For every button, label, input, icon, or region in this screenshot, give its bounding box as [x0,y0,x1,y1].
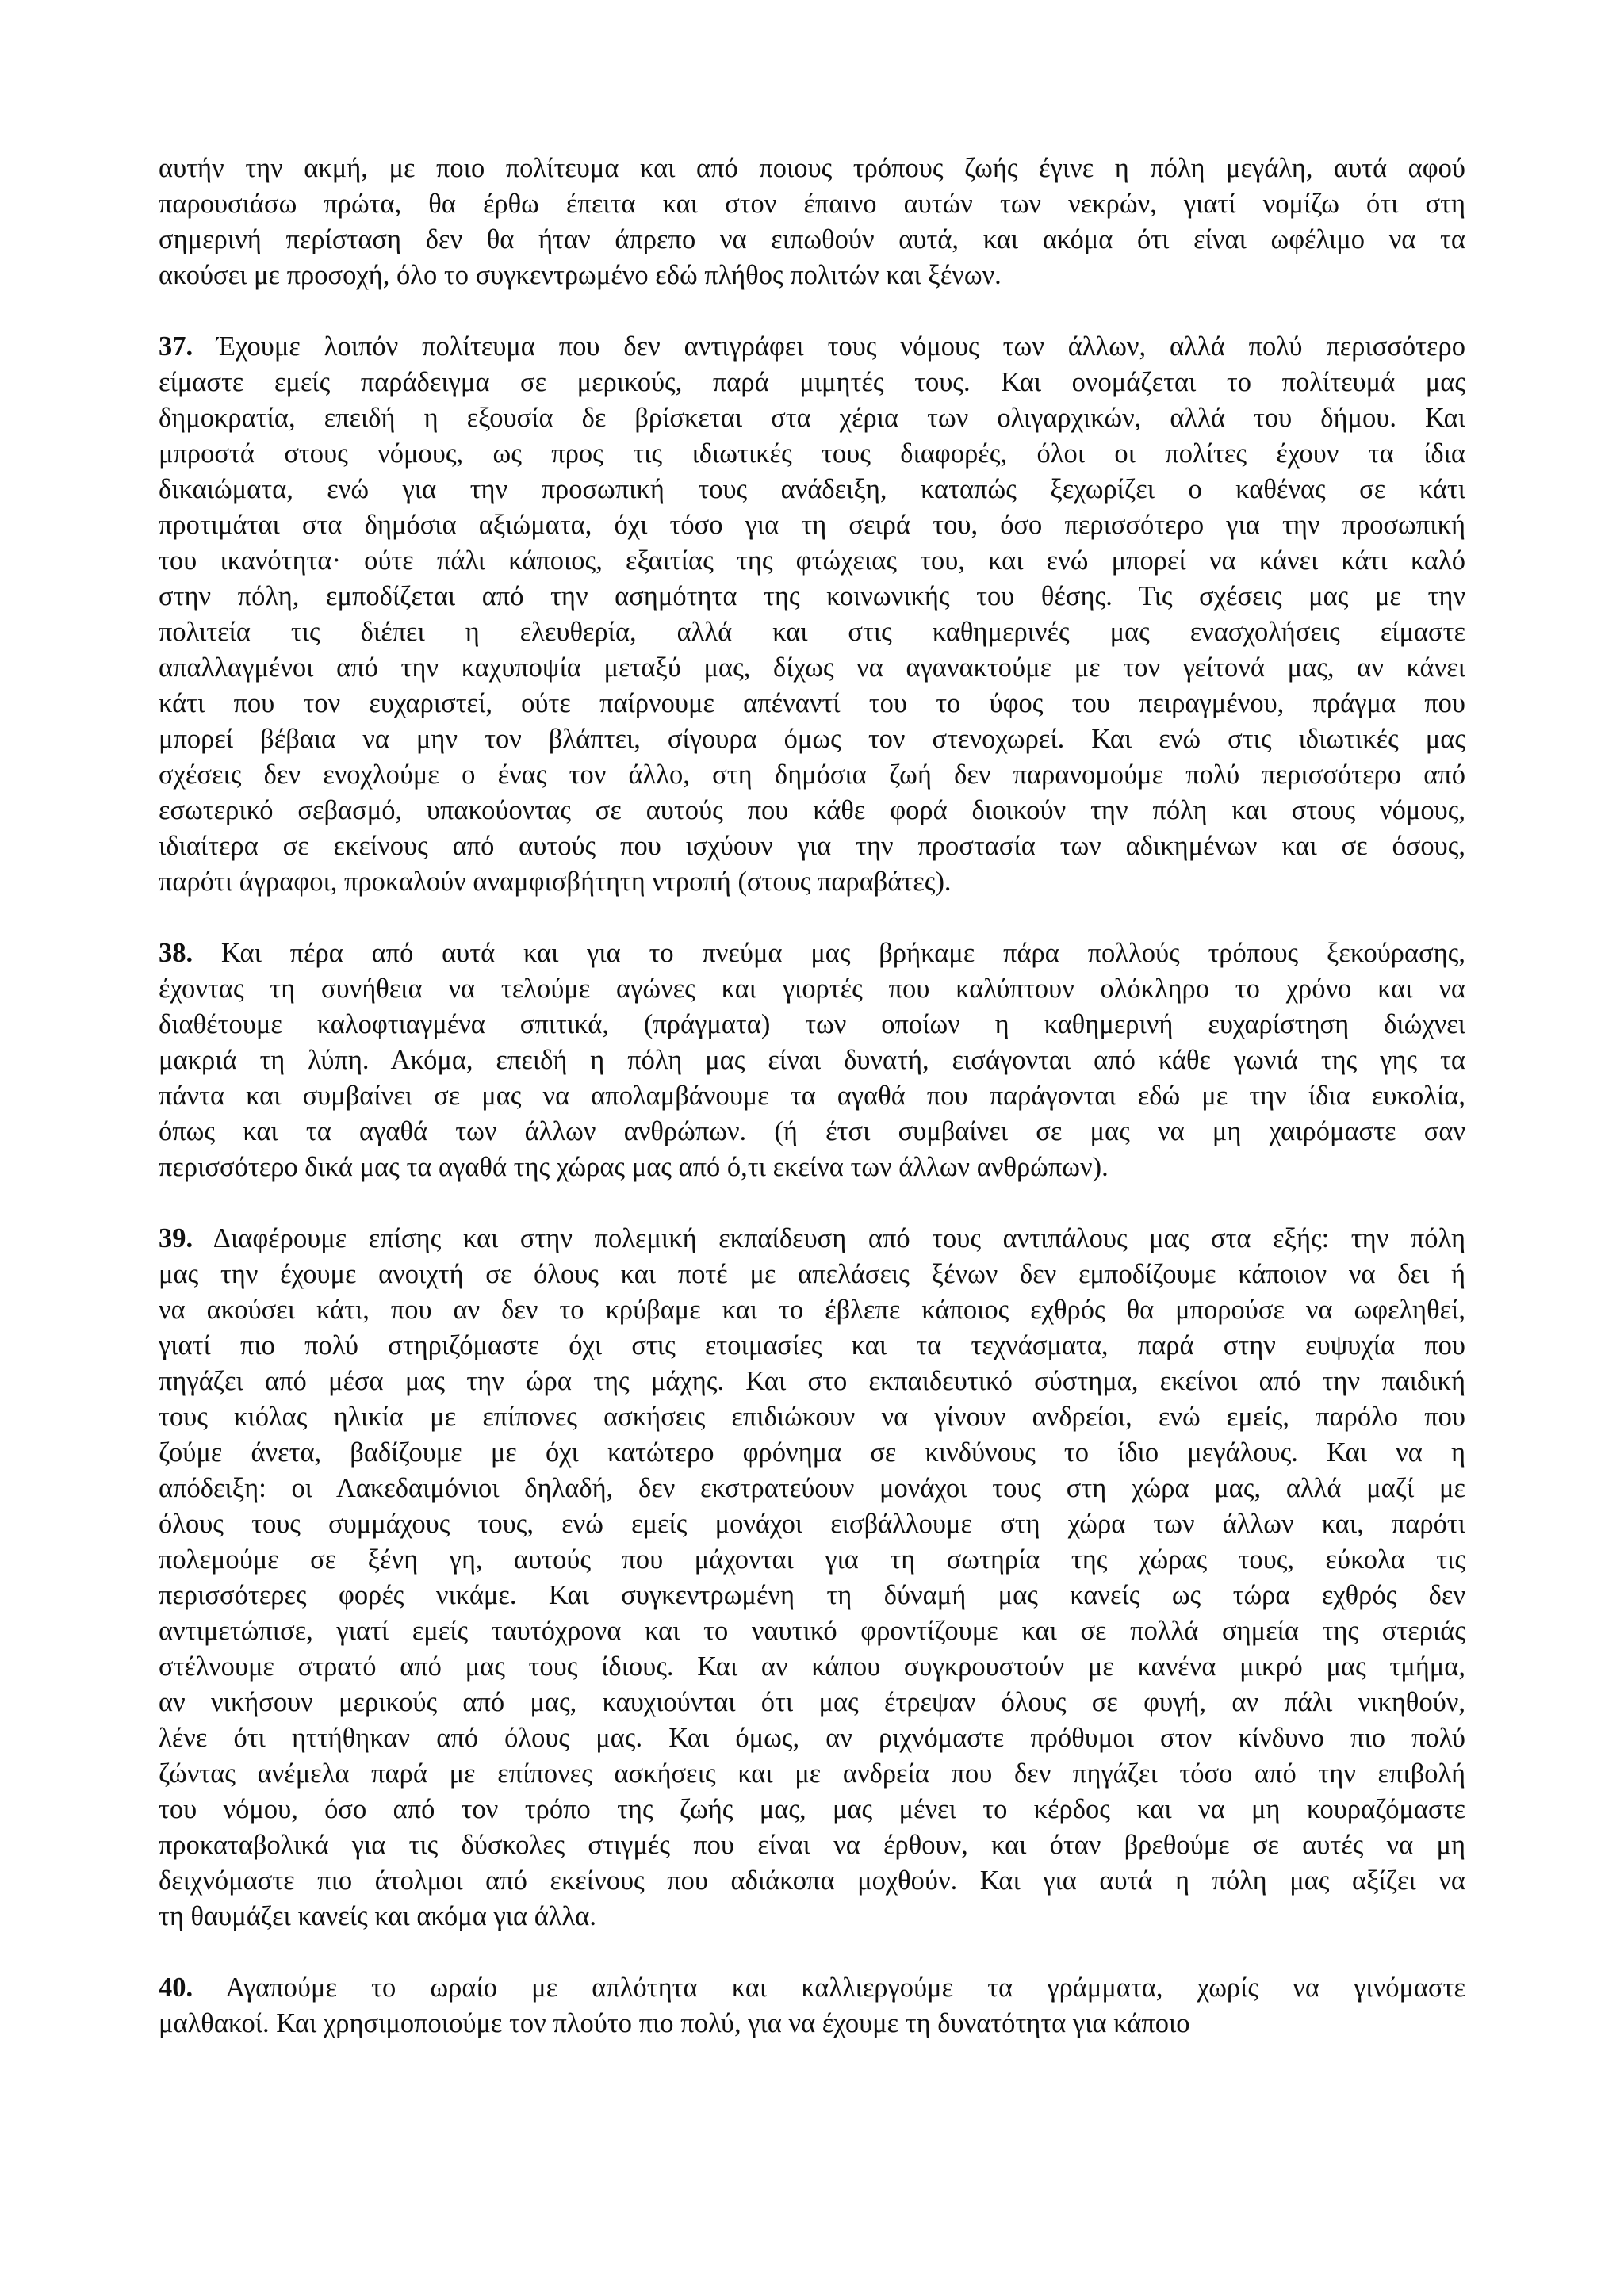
line-text: Και πέρα από αυτά και για το πνεύμα μας βρήκαμε πάρα πολλούς τρόπους ξεκούρασης, [220,938,1465,968]
line-text: τους κιόλας ηλικία με επίπονες ασκήσεις επιδιώκουν να γίνουν ανδρείοι, ενώ εμείς, παρόλο που [159,1402,1465,1432]
text-line [159,1471,1465,1506]
text-line [159,579,1465,614]
line-text: προκαταβολικά για τις δύσκολες στιγμές που είναι να έρθουν, και όταν βρεθούμε σε αυτές να μη [159,1830,1465,1860]
line-text: να ακούσει κάτι, που αν δεν το κρύβαμε και το έβλεπε κάποιος εχθρός θα μπορούσε να ωφεληθεί, [159,1295,1465,1325]
line-text: αν νικήσουν μερικούς από μας, καυχιούνται ότι μας έτρεψαν όλους σε φυγή, αν πάλι νικηθούν, [159,1687,1465,1717]
line-text: πολεμούμε σε ξένη γη, αυτούς που μάχονται για τη σωτηρία της χώρας τους, εύκολα τις [159,1544,1465,1575]
line-text: όλους τους συμμάχους τους, ενώ εμείς μονάχοι εισβάλλουμε στη χώρα των άλλων και, παρότι [159,1509,1465,1539]
line-text: σημερινή περίσταση δεν θα ήταν άπρεπο να ειπωθούν αυτά, και ακόμα ότι είναι ωφέλιμο να τα [159,224,1465,254]
text-line [159,186,1465,222]
text-line [159,1970,1465,2006]
line-text: περισσότερο δικά μας τα αγαθά της χώρας μας από ό,τι εκείνα των άλλων ανθρώπων). [159,1152,1109,1182]
line-text: του νόμου, όσο από τον τρόπο της ζωής μας, μας μένει το κέρδος και να μη κουραζόμαστε [159,1794,1465,1824]
text-line [159,258,1465,293]
text-line [159,828,1465,864]
text-line [159,400,1465,436]
paragraph-number: 40. [159,1973,193,2003]
text-line [159,1542,1465,1578]
text-line [159,1435,1465,1471]
line-text: απόδειξη: οι Λακεδαιμόνιοι δηλαδή, δεν εκστρατεύουν μονάχοι τους στη χώρα μας, αλλά μαζί με [159,1473,1465,1503]
text-line [159,1007,1465,1043]
text-line [159,1649,1465,1685]
line-text: αντιμετώπισε, γιατί εμείς ταυτόχρονα και το ναυτικό φροντίζουμε και σε πολλά σημεία της στεριάς [159,1616,1465,1646]
line-text: λένε ότι ηττήθηκαν από όλους μας. Και όμως, αν ριχνόμαστε πρόθυμοι στον κίνδυνο πιο πολύ [159,1723,1465,1753]
text-line [159,1328,1465,1364]
line-text: είμαστε εμείς παράδειγμα σε μερικούς, παρά μιμητές τους. Και ονομάζεται το πολίτευμά μας [159,367,1465,397]
line-text: έχοντας τη συνήθεια να τελούμε αγώνες και γιορτές που καλύπτουν ολόκληρο το χρόνο και να [159,974,1465,1004]
text-line [159,793,1465,828]
line-text: Αγαπούμε το ωραίο με απλότητα και καλλιεργούμε τα γράμματα, χωρίς να γινόμαστε [225,1973,1465,2003]
line-text: πάντα και συμβαίνει σε μας να απολαμβάνουμε τα αγαθά που παράγονται εδώ με την ίδια ευκολία, [159,1081,1465,1111]
line-text: περισσότερες φορές νικάμε. Και συγκεντρωμένη τη δύναμή μας κανείς ως τώρα εχθρός δεν [159,1580,1465,1610]
line-text: κάτι που τον ευχαριστεί, ούτε παίρνουμε απέναντί του το ύφος του πειραγμένου, πράγμα που [159,688,1465,718]
line-text: ζούμε άνετα, βαδίζουμε με όχι κατώτερο φρόνημα σε κινδύνους το ίδιο μεγάλους. Και να η [159,1437,1465,1468]
line-text: του ικανότητα· ούτε πάλι κάποιος, εξαιτίας της φτώχειας του, και ενώ μπορεί να κάνει κάτι καλό [159,545,1465,576]
text-line [159,507,1465,543]
text-line [159,721,1465,757]
line-text: γιατί πιο πολύ στηριζόμαστε όχι στις ετοιμασίες και τα τεχνάσματα, παρά στην ευψυχία που [159,1330,1465,1360]
line-text: παρότι άγραφοι, προκαλούν αναμφισβήτητη ντροπή (στους παραβάτες). [159,867,952,897]
text-line [159,1756,1465,1792]
paragraph-number: 38. [159,938,193,968]
text-line [159,757,1465,793]
text-line [159,222,1465,258]
text-line [159,1613,1465,1649]
text-line [159,472,1465,507]
line-text: μπορεί βέβαια να μην τον βλάπτει, σίγουρα όμως τον στενοχωρεί. Και ενώ στις ιδιωτικές μας [159,724,1465,754]
line-text: πολιτεία τις διέπει η ελευθερία, αλλά και στις καθημερινές μας ενασχολήσεις είμαστε [159,617,1465,647]
paragraph-number: 37. [159,331,193,362]
text-line [159,686,1465,721]
line-text: μπροστά στους νόμους, ως προς τις ιδιωτικές τους διαφορές, όλοι οι πολίτες έχουν τα ίδια [159,438,1465,469]
line-text: στην πόλη, εμποδίζεται από την ασημότητα της κοινωνικής του θέσης. Τις σχέσεις μας με την [159,581,1465,611]
line-text: απαλλαγμένοι από την καχυποψία μεταξύ μας, δίχως να αγανακτούμε με τον γείτονά μας, αν κάνει [159,652,1465,683]
text-line [159,1114,1465,1150]
line-text: ιδιαίτερα σε εκείνους από αυτούς που ισχύουν για την προστασία των αδικημένων και σε όσους, [159,831,1465,861]
line-text: μακριά τη λύπη. Ακόμα, επειδή η πόλη μας είναι δυνατή, εισάγονται από κάθε γωνιά της γης τα [159,1045,1465,1075]
paragraph [159,329,1465,900]
text-line [159,650,1465,686]
text-line [159,1221,1465,1257]
line-text: σχέσεις δεν ενοχλούμε ο ένας τον άλλο, στη δημόσια ζωή δεν παρανομούμε πολύ περισσότερο από [159,760,1465,790]
text-line [159,1078,1465,1114]
text-line [159,971,1465,1007]
paragraph [159,1221,1465,1934]
text-line [159,1292,1465,1328]
text-line [159,151,1465,186]
line-text: δικαιώματα, ενώ για την προσωπική τους ανάδειξη, καταπώς ξεχωρίζει ο καθένας σε κάτι [159,474,1465,504]
line-text: Διαφέρουμε επίσης και στην πολεμική εκπαίδευση από τους αντιπάλους μας στα εξής: την πόλη [213,1223,1465,1253]
text-line [159,329,1465,365]
line-text: διαθέτουμε καλοφτιαγμένα σπιτικά, (πράγματα) των οποίων η καθημερινή ευχαρίστηση διώχνει [159,1009,1465,1039]
paragraph [159,936,1465,1185]
text-line [159,614,1465,650]
line-text: στέλνουμε στρατό από μας τους ίδιους. Και αν κάπου συγκρουστούν με κανένα μικρό μας τμήμα, [159,1651,1465,1682]
line-text: ζώντας ανέμελα παρά με επίπονες ασκήσεις και με ανδρεία που δεν πηγάζει τόσο από την επιβολή [159,1758,1465,1789]
line-text: δειχνόμαστε πιο άτολμοι από εκείνους που αδιάκοπα μοχθούν. Και για αυτά η πόλη μας αξίζει να [159,1866,1465,1896]
line-text: προτιμάται στα δημόσια αξιώματα, όχι τόσο για τη σειρά του, όσο περισσότερο για την προσωπική [159,510,1465,540]
line-text: μας την έχουμε ανοιχτή σε όλους και ποτέ με απελάσεις ξένων δεν εμποδίζουμε κάποιον να δει ή [159,1259,1465,1289]
line-text: όπως και τα αγαθά των άλλων ανθρώπων. (ή έτσι συμβαίνει σε μας να μη χαιρόμαστε σαν [159,1116,1465,1146]
text-line [159,1506,1465,1542]
text-line [159,1685,1465,1720]
text-line [159,864,1465,900]
text-line [159,365,1465,400]
text-line [159,1899,1465,1934]
paragraph [159,151,1465,293]
line-text: εσωτερικό σεβασμό, υπακούοντας σε αυτούς που κάθε φορά διοικούν την πόλη και στους νόμους, [159,795,1465,825]
text-line [159,2006,1465,2042]
text-line [159,1399,1465,1435]
text-line [159,543,1465,579]
text-line [159,1257,1465,1292]
line-text: ακούσει με προσοχή, όλο το συγκεντρωμένο εδώ πλήθος πολιτών και ξένων. [159,260,1002,290]
text-line [159,436,1465,472]
text-line [159,1578,1465,1613]
line-text: Έχουμε λοιπόν πολίτευμα που δεν αντιγράφει τους νόμους των άλλων, αλλά πολύ περισσότερο [216,331,1465,362]
text-line [159,936,1465,971]
paragraph [159,1970,1465,2042]
document-page [159,151,1465,2077]
text-line [159,1150,1465,1185]
text-line [159,1792,1465,1827]
paragraph-number: 39. [159,1223,193,1253]
text-line [159,1863,1465,1899]
line-text: παρουσιάσω πρώτα, θα έρθω έπειτα και στον έπαινο αυτών των νεκρών, γιατί νομίζω ότι στη [159,189,1465,219]
text-line [159,1720,1465,1756]
line-text: μαλθακοί. Και χρησιμοποιούμε τον πλούτο πιο πολύ, για να έχουμε τη δυνατότητα για κάποιο [159,2008,1190,2038]
text-line [159,1043,1465,1078]
line-text: αυτήν την ακμή, με ποιο πολίτευμα και από ποιους τρόπους ζωής έγινε η πόλη μεγάλη, αυτά αφού [159,153,1465,183]
text-line [159,1364,1465,1399]
line-text: δημοκρατία, επειδή η εξουσία δε βρίσκεται στα χέρια των ολιγαρχικών, αλλά του δήμου. Και [159,403,1465,433]
line-text: πηγάζει από μέσα μας την ώρα της μάχης. Και στο εκπαιδευτικό σύστημα, εκείνοι από την παιδική [159,1366,1465,1396]
text-line [159,1827,1465,1863]
line-text: τη θαυμάζει κανείς και ακόμα για άλλα. [159,1901,596,1931]
